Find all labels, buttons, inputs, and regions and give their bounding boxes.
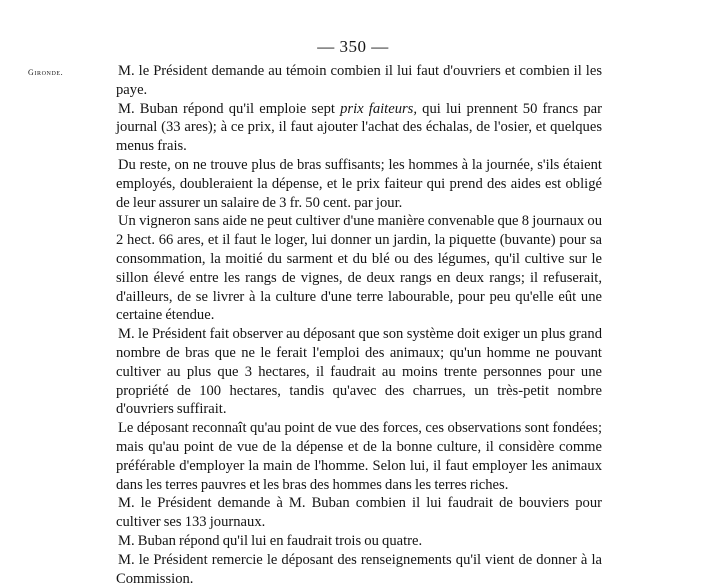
paragraph-italic-term: prix faiteurs, bbox=[340, 100, 418, 117]
paragraph bbox=[116, 62, 602, 100]
paragraph-text: M. le Président demande au témoin combien il lui faut d'ouvriers et combien il les paye. bbox=[116, 63, 602, 98]
paragraph-text-continued: qui lui prennent 50 francs par journal (33 ares); à ce prix, il faut ajouter l'achat des échalas, de l'osier, et quelques menus frais. bbox=[116, 100, 602, 155]
paragraph-text: Le déposant reconnaît qu'au point de vue des forces, ces observations sont fondées; mais qu'au point de vue de la dépense et de la bonne culture, il considère comme préférable d'employer la main de l'homme. Selon lui, il faut employer les animaux dans les terres pauvres et les bras des hommes dans les terres riches. bbox=[116, 420, 602, 493]
paragraph bbox=[116, 325, 602, 419]
paragraph bbox=[116, 532, 602, 551]
paragraph bbox=[116, 156, 602, 212]
paragraph-text: M. le Président remercie le déposant des renseignements qu'il vient de donner à la Commission. bbox=[116, 551, 602, 587]
page-number: — 350 — bbox=[317, 37, 389, 56]
margin-department-label: Gironde. bbox=[28, 68, 64, 77]
paragraph bbox=[116, 494, 602, 532]
paragraph bbox=[116, 551, 602, 588]
paragraph-text: M. Buban répond qu'il emploie sept bbox=[118, 100, 341, 117]
paragraph bbox=[116, 212, 602, 325]
paragraph bbox=[116, 100, 602, 156]
paragraph-text: M. Buban répond qu'il lui en faudrait trois ou quatre. bbox=[118, 532, 423, 549]
paragraph-text: M. le Président demande à M. Buban combien il lui faudrait de bouviers pour cultiver ses 133 journaux. bbox=[116, 495, 602, 531]
paragraph bbox=[116, 419, 602, 494]
paragraph-text: Un vigneron sans aide ne peut cultiver d'une manière convenable que 8 journaux ou 2 hect. 66 ares, et il faut le loger, lui donner un jardin, la piquette (buvante) pour sa consommation, la moitié du sarment et du blé ou des légumes, qu'il cultive sur le sillon élevé entre les rangs de vignes, de deux rangs en deux rangs; il refuserait, d'ailleurs, de se livrer à la culture d'une terre labourable, pour peu qu'elle eût une certaine étendue. bbox=[116, 213, 602, 324]
paragraph-text: Du reste, on ne trouve plus de bras suffisants; les hommes à la journée, s'ils étaient employés, doubleraient la dépense, et le prix faiteur qui prend des aides est obligé de leur assurer un salaire de 3 fr. 50 cent. par jour. bbox=[116, 156, 602, 211]
testimony-text bbox=[116, 62, 602, 588]
paragraph-text: M. le Président fait observer au déposant que son système doit exiger un plus grand nombre de bras que ne le ferait l'emploi des animaux; qu'un homme ne pouvant cultiver au plus que 3 hectares, il faudrait au moins trente personnes pour une propriété de 100 hectares, tandis qu'avec des charrues, un très-petit nombre d'ouvriers suffirait. bbox=[116, 326, 602, 418]
